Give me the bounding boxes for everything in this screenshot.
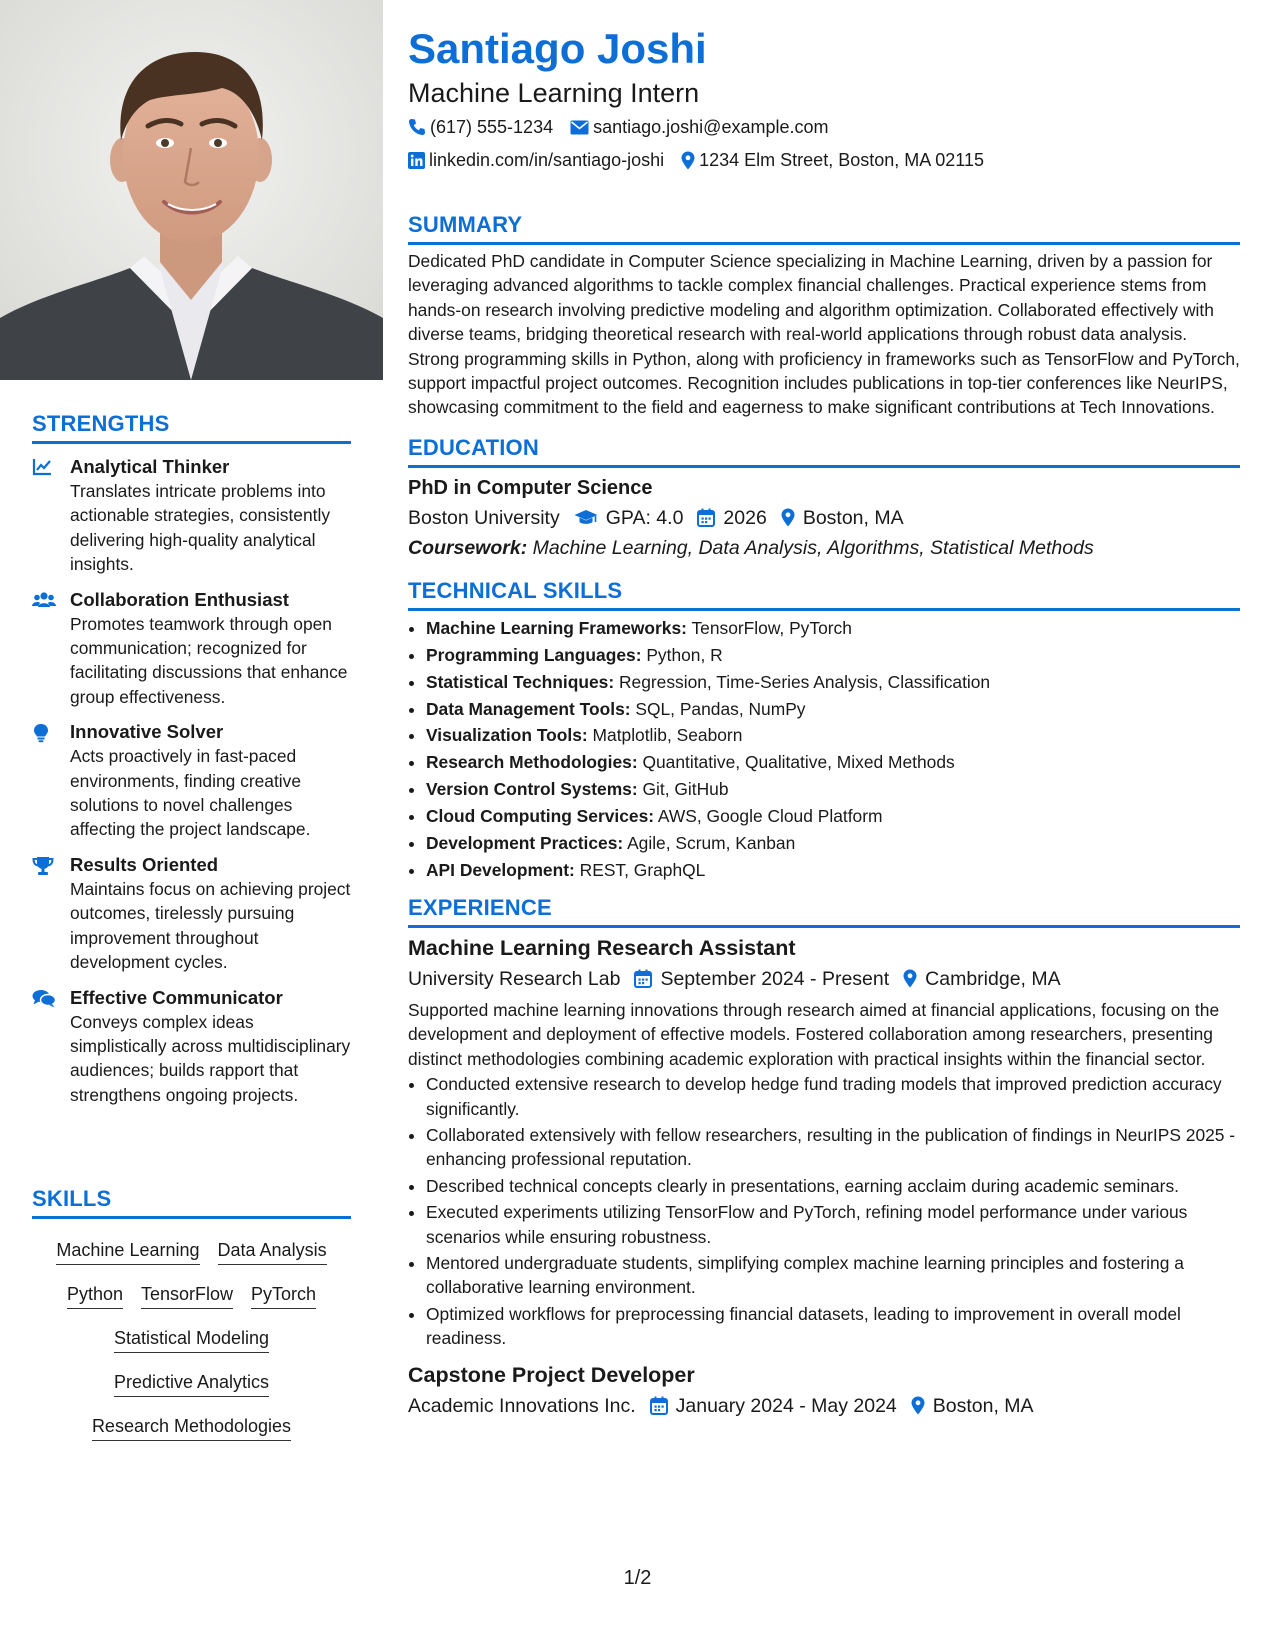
skill-value: Git, GitHub: [642, 779, 729, 800]
linkedin-text: linkedin.com/in/santiago-joshi: [429, 150, 665, 170]
skill-label: API Development:: [426, 860, 575, 880]
email-contact[interactable]: [570, 111, 828, 143]
technical-skills-title: TECHNICAL SKILLS: [408, 577, 623, 603]
education-location: [781, 503, 904, 533]
skill-value: TensorFlow, PyTorch: [691, 617, 852, 638]
skill-tags: [32, 1229, 351, 1449]
strengths-title: STRENGTHS: [32, 411, 170, 436]
skill-label: Statistical Techniques:: [426, 671, 615, 692]
gpa-text: GPA: 4.0: [605, 506, 684, 529]
contact-row: [408, 111, 1240, 143]
chart-line-icon: [32, 455, 70, 577]
skill-value: Python, R: [646, 644, 723, 665]
list-item: [426, 776, 1240, 803]
strength-title: Analytical Thinker: [70, 456, 230, 477]
strength-description: Translates intricate problems into actionable strategies, consistently delivering high-quality analytical insights.: [70, 481, 331, 575]
page-number: 1/2: [623, 1567, 652, 1589]
dates-text: January 2024 - May 2024: [675, 1394, 897, 1417]
section-divider: [408, 608, 1240, 611]
map-pin-icon: [681, 151, 695, 170]
strength-description: Promotes teamwork through open communication; recognized for facilitating discussions that enhance group effectiveness.: [70, 613, 348, 707]
lightbulb-icon: [32, 720, 70, 842]
phone-icon: [408, 118, 426, 136]
comments-icon: [32, 986, 70, 1108]
job-dates: [650, 1391, 897, 1421]
list-item: [426, 642, 1240, 669]
map-pin-icon: [911, 1396, 925, 1415]
education-year: [697, 503, 766, 533]
location-text: Cambridge, MA: [925, 967, 1061, 990]
calendar-icon: [634, 969, 652, 988]
skill-label: Machine Learning Frameworks:: [426, 617, 687, 638]
list-item: [426, 803, 1240, 830]
map-pin-icon: [781, 508, 795, 527]
skill-tag: Data Analysis: [218, 1237, 327, 1265]
graduation-cap-icon: [574, 509, 598, 527]
candidate-role: Machine Learning Intern: [408, 78, 700, 108]
skill-label: Research Methodologies:: [426, 752, 638, 773]
job-location: [903, 964, 1060, 994]
phone-contact[interactable]: [408, 111, 553, 143]
coursework-text: Machine Learning, Data Analysis, Algorithms, Statistical Methods: [532, 536, 1094, 559]
education-gpa: [574, 503, 684, 533]
skill-label: Cloud Computing Services:: [426, 806, 655, 827]
education-title: EDUCATION: [408, 434, 539, 460]
skill-tag: Statistical Modeling: [114, 1325, 269, 1353]
coursework: [408, 533, 1240, 564]
section-divider: [32, 441, 351, 444]
candidate-name: Santiago Joshi: [408, 25, 707, 72]
summary-text: Dedicated PhD candidate in Computer Science specializing in Machine Learning, driven by a passion for leveraging advanced algorithms to tackle complex financial challenges. Practical experience stems from hands-on research involving predictive modeling and algorithm optimization. Collaborated effectively with diverse teams, bridging theoretical research with real-world applications through robust data analysis. Strong programming skills in Python, along with proficiency in frameworks such as TensorFlow and PyTorch, support impactful project outcomes. Recognition includes publications in top-tier conferences like NeurIPS, showcasing commitment to the field and eagerness to make significant contributions at Tech Innovations.: [408, 251, 1240, 418]
address-contact: [681, 144, 984, 176]
section-divider: [408, 465, 1240, 468]
strength-item: [32, 853, 351, 975]
sidebar: [0, 0, 383, 1650]
job-entry: [408, 1359, 1240, 1421]
section-divider: [32, 1216, 351, 1219]
job-title: Machine Learning Research Assistant: [408, 935, 796, 960]
skill-label: Data Management Tools:: [426, 698, 631, 719]
list-item: [426, 669, 1240, 696]
skills-title: SKILLS: [32, 1186, 112, 1211]
strength-description: Maintains focus on achieving project outcomes, tirelessly pursuing improvement throughout development cycles.: [70, 878, 351, 973]
skill-tag: Research Methodologies: [92, 1413, 291, 1441]
list-item: • Described technical concepts clearly in presentations, earning acclaim during academic seminars.: [426, 1174, 1240, 1198]
skill-tag: Predictive Analytics: [114, 1369, 269, 1397]
list-item: [426, 830, 1240, 857]
skill-value: Agile, Scrum, Kanban: [627, 833, 796, 854]
strength-item: [32, 720, 351, 842]
job-meta: [408, 1391, 1240, 1421]
year-text: 2026: [723, 506, 767, 529]
skill-value: Regression, Time-Series Analysis, Classification: [618, 671, 991, 692]
linkedin-icon: [408, 152, 425, 169]
list-item: [426, 615, 1240, 642]
skill-tag: Machine Learning: [56, 1237, 199, 1265]
list-item: • Collaborated extensively with fellow researchers, resulting in the publication of findings in NeurIPS 2025 - enhancing professional reputation.: [426, 1123, 1240, 1172]
technical-skills-section: [408, 577, 1240, 884]
strength-item: [32, 986, 351, 1108]
company-text: Academic Innovations Inc.: [408, 1394, 636, 1417]
job-title: Capstone Project Developer: [408, 1362, 695, 1387]
email-text: santiago.joshi@example.com: [593, 117, 829, 137]
skill-label: Visualization Tools:: [426, 725, 588, 746]
location-text: Boston, MA: [932, 1394, 1034, 1417]
coursework-label: Coursework:: [408, 536, 528, 559]
technical-skills-list: [408, 615, 1240, 884]
education-meta: [408, 503, 1240, 533]
job-bullets: [408, 1072, 1240, 1350]
section-divider: [408, 242, 1240, 245]
strength-title: Innovative Solver: [70, 721, 224, 743]
strengths-section: [32, 410, 351, 1107]
job-company: [408, 1391, 636, 1421]
profile-photo: [0, 0, 383, 380]
skill-tag: PyTorch: [251, 1281, 316, 1309]
company-text: University Research Lab: [408, 967, 621, 990]
job-meta: [408, 964, 1240, 994]
skill-value: AWS, Google Cloud Platform: [657, 806, 883, 827]
list-item: [426, 722, 1240, 749]
dates-text: September 2024 - Present: [660, 967, 890, 990]
skill-value: Quantitative, Qualitative, Mixed Methods: [642, 752, 955, 773]
list-item: [426, 696, 1240, 723]
education-school: [408, 503, 560, 533]
calendar-icon: [697, 508, 715, 527]
education-section: [408, 434, 1240, 564]
skill-label: Programming Languages:: [426, 644, 642, 665]
skill-value: Matplotlib, Seaborn: [592, 725, 743, 746]
list-item: • Mentored undergraduate students, simplifying complex machine learning principles and fostering a collaborative learning environment.: [426, 1251, 1240, 1300]
skill-tag: TensorFlow: [141, 1281, 233, 1309]
summary-section: [408, 211, 1240, 420]
experience-title: EXPERIENCE: [408, 894, 552, 920]
summary-title: SUMMARY: [408, 212, 523, 237]
location-text: Boston, MA: [802, 506, 904, 529]
list-item: • Executed experiments utilizing TensorFlow and PyTorch, refining model performance under various scenarios while ensuring robustness.: [426, 1200, 1240, 1249]
job-location: [911, 1391, 1034, 1421]
strength-description: Conveys complex ideas simplistically across multidisciplinary audiences; builds rapport that strengthens ongoing projects.: [70, 1011, 351, 1105]
strength-description: Acts proactively in fast-paced environments, finding creative solutions to novel challenges affecting the project landscape.: [70, 746, 311, 840]
main-column: [408, 22, 1240, 1421]
job-description: Supported machine learning innovations through research aimed at financial applications, focusing on the development and deployment of effective models. Fostered collaboration among researchers, presenting distinct methodologies combining academic exploration with practical insights within the financial sector.: [408, 999, 1220, 1069]
strength-title: Effective Communicator: [70, 986, 283, 1008]
strength-title: Collaboration Enthusiast: [70, 588, 289, 610]
calendar-icon: [650, 1396, 668, 1415]
map-pin-icon: [903, 969, 917, 988]
address-text: 1234 Elm Street, Boston, MA 02115: [699, 150, 984, 170]
education-degree: PhD in Computer Science: [408, 476, 653, 499]
linkedin-contact[interactable]: [408, 144, 664, 176]
skill-label: Development Practices:: [426, 833, 624, 854]
envelope-icon: [570, 120, 589, 135]
list-item: [426, 749, 1240, 776]
strength-item: [32, 588, 351, 710]
skill-label: Version Control Systems:: [426, 779, 638, 800]
users-icon: [32, 588, 70, 710]
job-dates: [634, 964, 889, 994]
skill-value: SQL, Pandas, NumPy: [635, 698, 806, 719]
section-divider: [408, 925, 1240, 928]
skill-value: REST, GraphQL: [579, 860, 706, 880]
trophy-icon: [32, 853, 70, 975]
job-company: [408, 964, 620, 994]
skill-tag: Python: [67, 1281, 123, 1309]
list-item: • Conducted extensive research to develop hedge fund trading models that improved prediction accuracy significantly.: [426, 1072, 1240, 1121]
skills-section: [32, 1185, 351, 1449]
strength-title: Results Oriented: [70, 853, 219, 875]
contact-row: [408, 144, 1240, 176]
school-name: Boston University: [408, 506, 560, 529]
experience-section: [408, 894, 1240, 1421]
list-item: [426, 857, 1240, 884]
strength-item: [32, 455, 351, 577]
job-entry: [408, 932, 1240, 1351]
phone-text: (617) 555-1234: [430, 117, 554, 137]
list-item: • Optimized workflows for preprocessing financial datasets, leading to improvement in overall model readiness.: [426, 1302, 1240, 1351]
